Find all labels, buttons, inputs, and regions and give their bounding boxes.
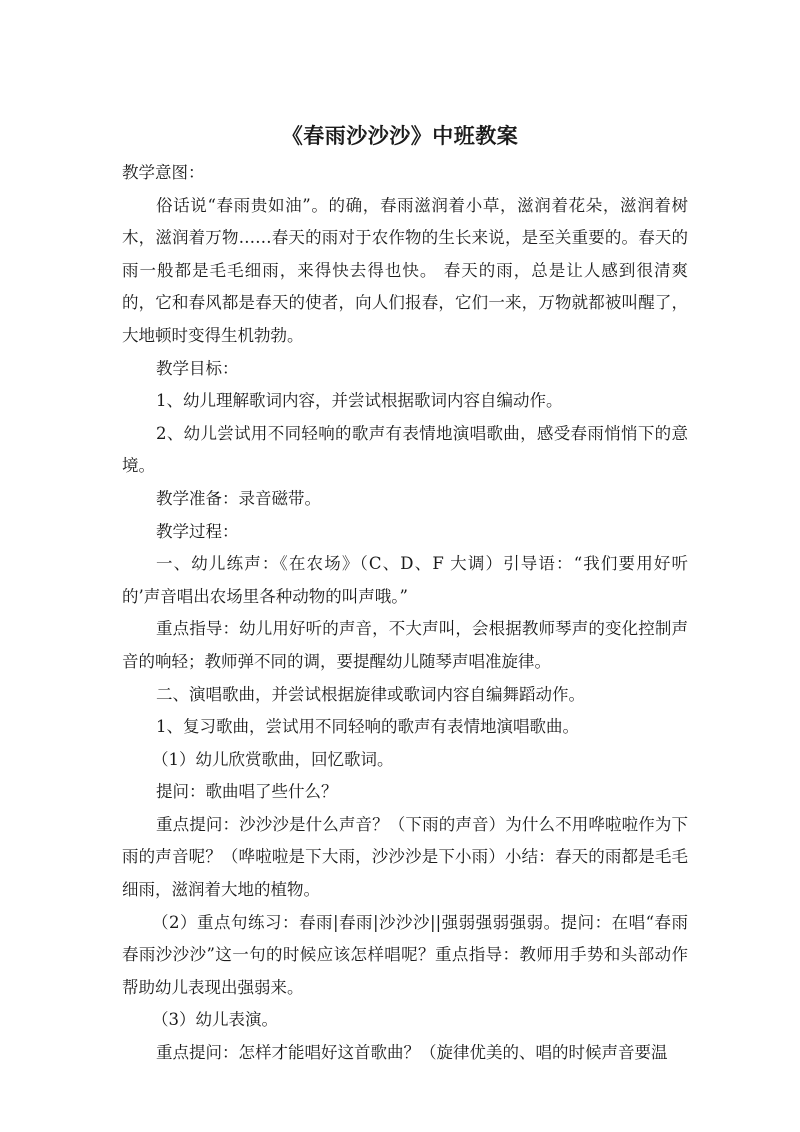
paragraph-step-1: 一、幼儿练声：《在农场》（C、D、F 大调）引导语：“我们要用好听的’声音唱出农场里各种动物的叫声哦。” <box>122 554 688 606</box>
paragraph-key-question: 重点提问：沙沙沙是什么声音？（下雨的声音）为什么不用哗啦啦作为下雨的声音呢？（哗啦啦是下大雨，沙沙沙是下小雨）小结：春天的雨都是毛毛细雨，滋润着大地的植物。 <box>122 814 688 900</box>
paragraph-intent: 俗话说“春雨贵如油”。的确，春雨滋润着小草，滋润着花朵，滋润着树木，滋润着万物……春天的雨对于农作物的生长来说，是至关重要的。春天的雨一般都是毛毛细雨，来得快去得也快。 春天的雨，总是让人感到很清爽的，它和春风都是春天的使者，向人们报春，它们一来，万物就都被叫醒了，大地顿时变得生机勃勃。 <box>122 195 688 345</box>
paragraph-key-question-2: 重点提问：怎样才能唱好这首歌曲？（旋律优美的、唱的时候声音要温 <box>156 1043 668 1063</box>
paragraph-question: 提问：歌曲唱了些什么？ <box>156 782 338 802</box>
document-title: 《春雨沙沙沙》中班教案 <box>281 124 519 148</box>
paragraph-step-2: 二、演唱歌曲，并尝试根据旋律或歌词内容自编舞蹈动作。 <box>156 684 585 704</box>
paragraph-substep-1: （1）幼儿欣赏歌曲，回忆歌词。 <box>152 749 394 769</box>
paragraph-preparation: 教学准备：录音磁带。 <box>156 488 321 508</box>
paragraph-goal-2: 2、幼儿尝试用不同轻响的歌声有表情地演唱歌曲，感受春雨悄悄下的意境。 <box>122 423 688 476</box>
section-heading-goals: 教学目标： <box>156 358 239 378</box>
section-heading-process: 教学过程： <box>156 521 239 541</box>
section-heading-intent: 教学意图： <box>122 163 205 182</box>
document-body <box>122 157 688 1070</box>
paragraph-goal-1: 1、幼儿理解歌词内容，并尝试根据歌词内容自编动作。 <box>156 391 563 411</box>
paragraph-step-2-1: 1、复习歌曲，尝试用不同轻响的歌声有表情地演唱歌曲。 <box>156 717 579 737</box>
paragraph-guidance-1: 重点指导：幼儿用好听的声音，不大声叫，会根据教师琴声的变化控制声音的响轻；教师弹不同的调，要提醒幼儿随琴声唱准旋律。 <box>122 619 688 671</box>
paragraph-substep-2: （2）重点句练习：春雨|春雨|沙沙沙||强弱强弱强弱。提问：在唱“春雨春雨沙沙沙”这一句的时候应该怎样唱呢？重点指导：教师用手势和头部动作帮助幼儿表现出强弱来。 <box>122 912 688 997</box>
paragraph-substep-3: （3）幼儿表演。 <box>152 1010 278 1030</box>
